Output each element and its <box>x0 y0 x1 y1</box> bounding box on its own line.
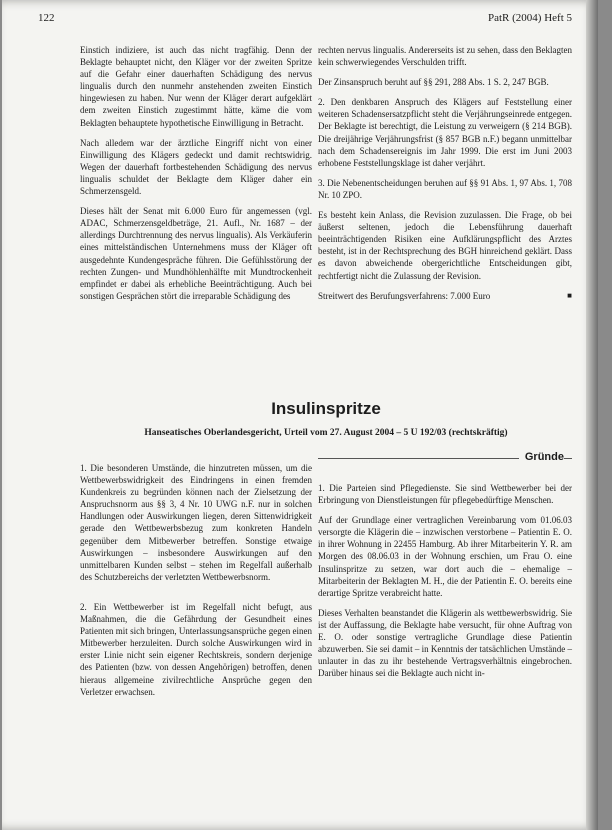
gruende-heading <box>318 451 572 467</box>
streitwert-line <box>318 290 572 302</box>
paragraph: Nach alledem war der ärztliche Eingriff nicht von einer Einwilligung des Klägers gedeckt und damit rechtswidrig. Wegen der dauerhaft fortbestehenden Schädigung des nervus lingualis schuldet der Beklagte dem Kläger daher ein Schmerzensgeld. <box>80 137 312 197</box>
paragraph: Es besteht kein Anlass, die Revision zuzulassen. Die Frage, ob bei äußerst seltenen, jedoch die Lebensführung dauerhaft beeinträchtigenden Risiken eine Aufklärungspflicht des Arztes besteht, ist in der Rechtsprechung des BGH hinreichend geklärt. Dass es davon abweichende obergerichtliche Entscheidungen gibt, rechtfertigt nicht die Zulassung der Revision. <box>318 210 572 281</box>
column-upper-right <box>318 44 572 310</box>
paragraph: Dieses hält der Senat mit 6.000 Euro für angemessen (vgl. ADAC, Schmerzensgeldbeträge, 21. Aufl., Nr. 1687 – der allerdings Durchtrennung des nervus lingualis). Als Verkäuferin eines mittelständischen Unternehmens muss der Kläger oft ausgedehnte Kundengespräche führen. Die Gefühlsstörung der rechten Zungen- und Mundhöhlenhälfte mit Mundtrockenheit empfindet er dabei als erhebliche Beeinträchtigung. Auch bei sonstigen Gesprächen stört die irreparable Schädigung des <box>80 206 312 301</box>
gruende-label: Gründe <box>519 451 564 463</box>
headnote: 1. Die besonderen Umstände, die hinzutreten müssen, um die Wettbewerbswidrigkeit des Eindringens in einen fremden Kundenkreis zu begründen können nach der Zielsetzung der Anspruchsnorm aus §§ 3, 4 Nr. 10 UWG n.F. nur in solchen Handlungen oder Auswirkungen liegen, deren Sittenwidrigkeit gerade den Wettbewerbsbezug zum konkreten Handeln gegenüber dem Mitbewerber betreffen. Sonstige etwaige Auswirkungen – insbesondere Auswirkungen auf den unmittelbaren Kunden selbst – stehen im Regelfall außerhalb des Schutzbereichs der verletzten Wettbewerbsnorm. <box>80 463 312 582</box>
end-mark-icon: ■ <box>567 290 572 300</box>
article-title: Insulinspritze <box>271 399 381 418</box>
paragraph: Einstich indiziere, ist auch das nicht tragfähig. Denn der Beklagte behauptet nicht, den Kläger vor der zweiten Spritze auf die Gefahr einer dauerhaften Schädigung des nervus lingualis durch den nunmehr anstehenden zweiten Einstich hingewiesen zu haben. Nur wenn der Kläger derart aufgeklärt dem zweiten Einstich zugestimmt hätte, käme die vom Beklagten behauptete hypothetische Einwilligung in Betracht. <box>80 45 312 128</box>
paragraph: Auf der Grundlage einer vertraglichen Vereinbarung vom 01.06.03 versorgte die Klägerin die – inzwischen verstorbene – Patientin E. O. in ihrer Wohnung in 22455 Hamburg. Ab ihrer Mitarbeiterin Y. R. am Morgen des 08.06.03 in der Wohnung erschien, um Frau O. eine Insulinspritze zu setzen, war dort auch die – ehemalige – Mitarbeiterin der Beklagten M. H., die der Patientin E. O. bereits eine derartige Spritze verabreicht hatte. <box>318 515 572 598</box>
page-edge-shadow <box>586 0 598 830</box>
paragraph: Dieses Verhalten beanstandet die Klägerin als wettbewerbswidrig. Sie ist der Auffassung, die Beklagte habe versucht, für ohne Auftrag von E. O. oder sonstige vertragliche Grundlage diese Patientin abzuwerben. Sie sei damit – in Kenntnis der tatsächlichen Umstände – unlauter in das zu ihr bestehende Vertragsverhältnis eingebrochen. Darüber hinaus sei die Beklagte auch nicht in- <box>318 607 572 679</box>
streitwert-text: Streitwert des Berufungsverfahrens: 7.000 Euro <box>318 290 491 301</box>
paragraph: 2. Den denkbaren Anspruch des Klägers auf Feststellung einer weiteren Schadensersatzpflicht steht die Verjährungseinrede entgegen. Der Beklagte ist berechtigt, die Leistung zu verweigern (§ 214 BGB). Die dreijährige Verjährungsfrist (§ 857 BGB n.F.) begann unmittelbar nach dem Schadensereignis im Jahr 1999. Die erst im Juni 2003 erhobene Feststellungsklage ist daher verjährt. <box>318 97 572 168</box>
paragraph: 1. Die Parteien sind Pflegedienste. Sie sind Wettbewerber bei der Erbringung von Dienstleistungen für pflegebedürftige Menschen. <box>318 483 572 506</box>
headnote: 2. Ein Wettbewerber ist im Regelfall nicht befugt, aus Maßnahmen, die die Gefährdung der Gesundheit eines Patienten mit sich bringen, Unterlassungsansprüche gegen einen Mitbewerber herzuleiten. Durch solche Auswirkungen wird in erster Linie nicht sein eigener Rechtskreis, sondern derjenige des Patienten (bzw. von dessen Angehörigen) betroffen, denen hieraus allgemeine zivilrechtliche Ansprüche gegen den Verletzer erwachsen. <box>80 601 312 697</box>
paragraph: rechten nervus lingualis. Andererseits ist zu sehen, dass den Beklagten kein schwerwiegendes Verschulden trifft. <box>318 45 572 68</box>
journal-issue: PatR (2004) Heft 5 <box>487 12 572 24</box>
page-number: 122 <box>38 12 55 24</box>
paragraph: 3. Die Nebenentscheidungen beruhen auf §§ 91 Abs. 1, 97 Abs. 1, 708 Nr. 10 ZPO. <box>318 177 572 200</box>
court-decision-line: Hanseatisches Oberlandesgericht, Urteil vom 27. August 2004 – 5 U 192/03 (rechtskräftig) <box>144 428 508 438</box>
paragraph: Der Zinsanspruch beruht auf §§ 291, 288 Abs. 1 S. 2, 247 BGB. <box>318 77 549 88</box>
column-upper-left <box>80 44 312 310</box>
column-lower-right <box>318 482 572 687</box>
column-lower-left-headnotes <box>80 462 312 706</box>
document-page <box>2 0 598 830</box>
page-header <box>38 12 572 26</box>
